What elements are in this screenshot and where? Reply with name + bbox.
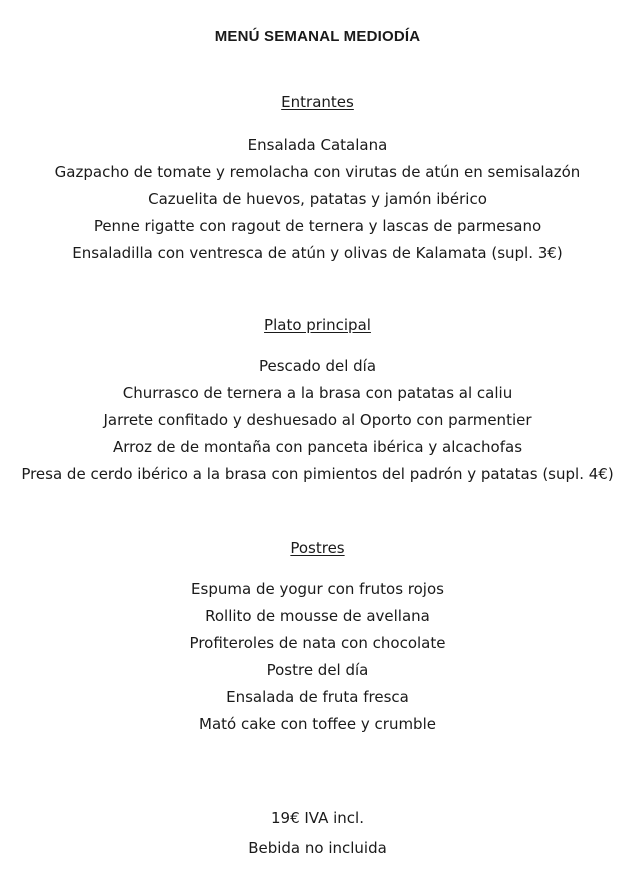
section-entrantes — [0, 92, 635, 267]
drink-note: Bebida no incluida — [248, 839, 387, 857]
section-heading-entrantes: Entrantes — [281, 93, 354, 111]
plato-principal-list — [0, 353, 635, 488]
section-heading-postres: Postres — [290, 539, 345, 557]
menu-item: Ensalada de fruta fresca — [226, 688, 409, 706]
menu-item: Rollito de mousse de avellana — [205, 607, 430, 625]
menu-footer — [0, 803, 635, 863]
entrantes-list — [0, 132, 635, 267]
menu-item: Jarrete confitado y deshuesado al Oporto con parmentier — [103, 411, 532, 429]
menu-item: Postre del día — [266, 661, 369, 679]
menu-item: Ensalada Catalana — [247, 136, 388, 154]
menu-item: Churrasco de ternera a la brasa con patatas al caliu — [122, 384, 513, 402]
postres-list — [0, 576, 635, 738]
price-text: 19€ IVA incl. — [270, 809, 364, 827]
section-heading-plato-principal: Plato principal — [264, 316, 371, 334]
menu-item: Gazpacho de tomate y remolacha con virutas de atún en semisalazón — [54, 163, 581, 181]
menu-title: MENÚ SEMANAL MEDIODÍA — [214, 28, 421, 45]
menu-item: Profiteroles de nata con chocolate — [189, 634, 446, 652]
menu-item: Penne rigatte con ragout de ternera y lascas de parmesano — [93, 217, 542, 235]
menu-item: Arroz de de montaña con panceta ibérica y alcachofas — [112, 438, 523, 456]
menu-item: Cazuelita de huevos, patatas y jamón ibérico — [148, 190, 487, 208]
section-postres — [0, 538, 635, 738]
menu-item: Pescado del día — [258, 357, 377, 375]
menu-item: Ensaladilla con ventresca de atún y olivas de Kalamata (supl. 3€) — [72, 244, 563, 262]
menu-item: Espuma de yogur con frutos rojos — [191, 580, 444, 598]
menu-item: Presa de cerdo ibérico a la brasa con pimientos del padrón y patatas (supl. 4€) — [21, 465, 614, 483]
menu-item: Mató cake con toffee y crumble — [199, 715, 436, 733]
section-plato-principal — [0, 315, 635, 488]
